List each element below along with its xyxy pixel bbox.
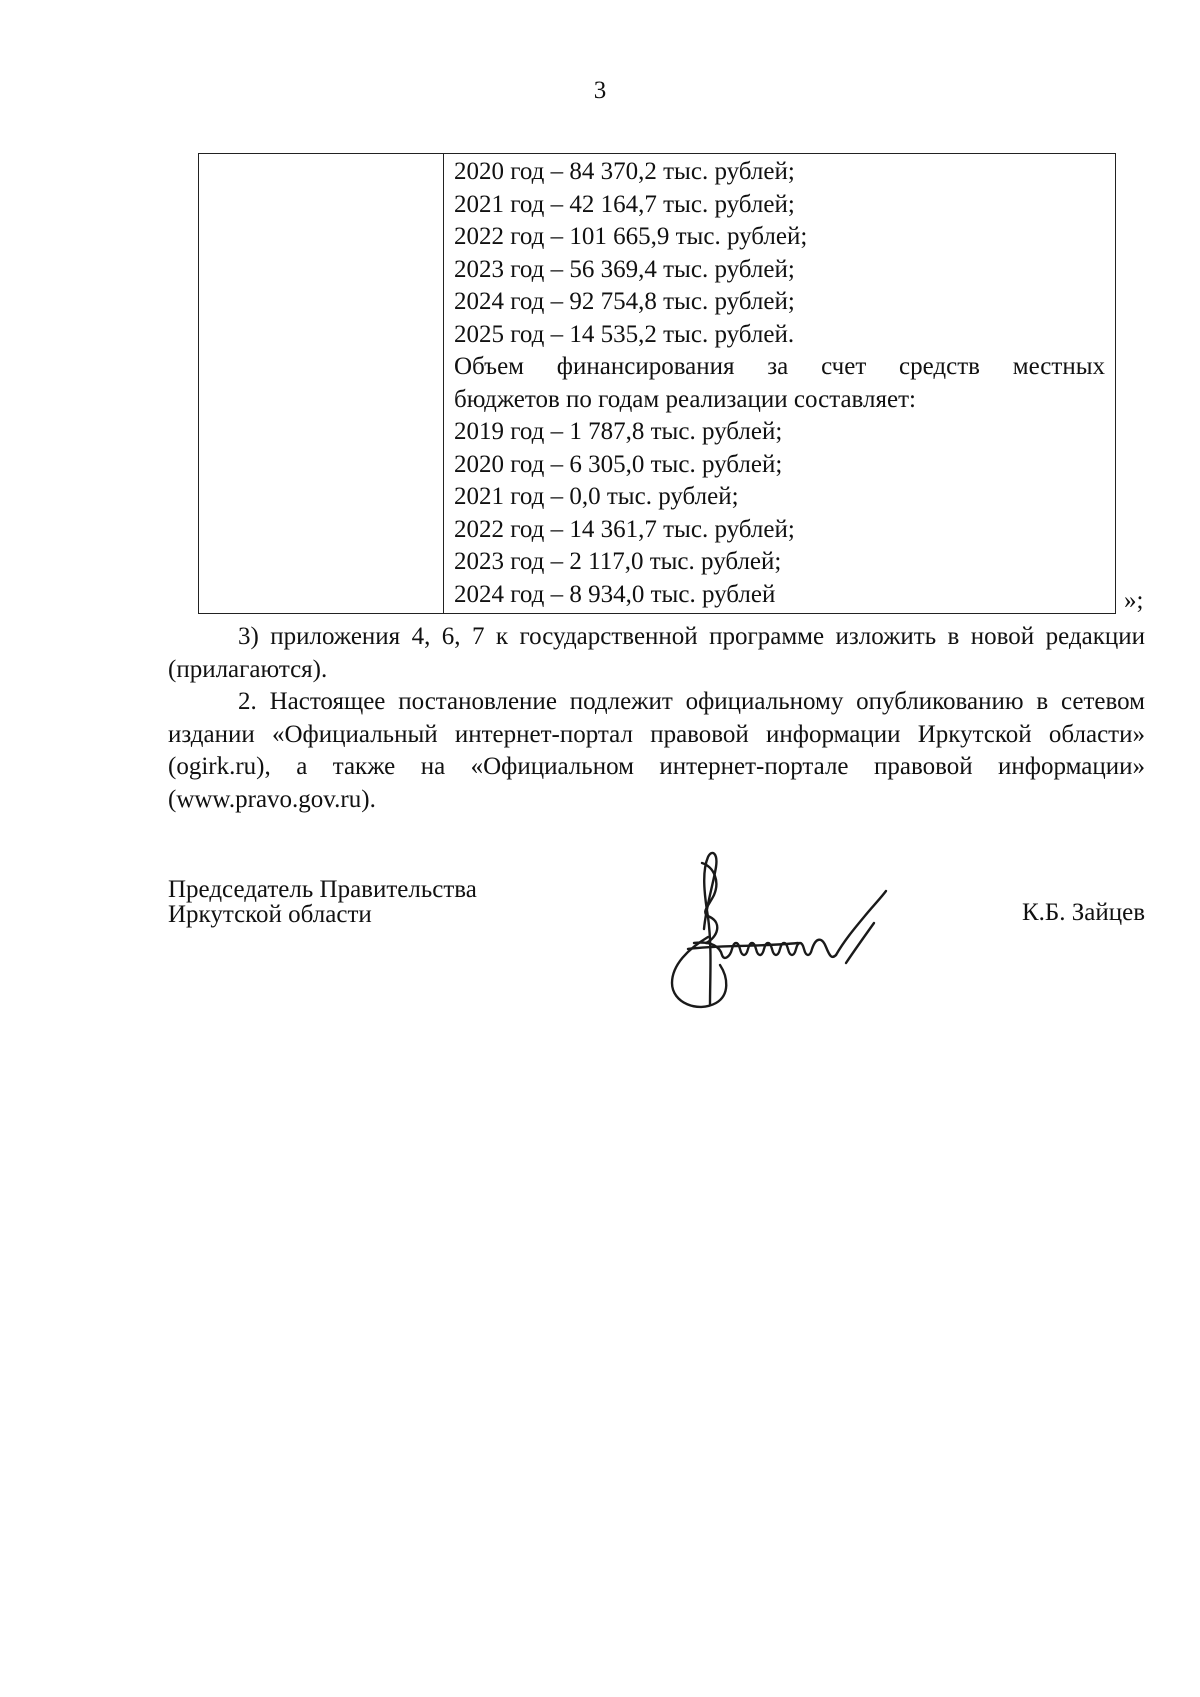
handwritten-signature [658,837,958,1017]
financing-line: 2021 год – 42 164,7 тыс. рублей; [454,190,795,218]
financing-line: 2024 год – 8 934,0 тыс. рублей [454,580,776,608]
financing-line: 2022 год – 101 665,9 тыс. рублей; [454,223,808,250]
paragraph-publication: 2. Настоящее постановление подлежит официальному опубликованию в сетевом издании «Официальный интернет-портал правовой информации Иркутской области» (ogirk.ru), а также на «Официальном интернет-портале правовой информации» (www.pravo.gov.ru). [168,688,1145,813]
financing-line: 2019 год – 1 787,8 тыс. рублей; [454,418,783,445]
page-number: 3 [593,77,607,104]
signature-block [168,877,1145,1017]
financing-line: 2020 год – 84 370,2 тыс. рублей; [454,158,795,185]
signer-title-line: Иркутской области [168,901,372,928]
financing-table [198,153,1116,614]
financing-line: 2022 год – 14 361,7 тыс. рублей; [454,515,795,543]
signer-title-line: Председатель Правительства [168,876,477,903]
body-text [168,621,1145,816]
closing-quote: »; [1124,587,1144,614]
table-cell-label [199,154,444,614]
signer-name: К.Б. Зайцев [1021,899,1145,926]
financing-line: 2023 год – 56 369,4 тыс. рублей; [454,255,795,283]
financing-table-container [198,153,1116,614]
signer-title [168,877,477,927]
financing-line: 2025 год – 14 535,2 тыс. рублей. [454,320,795,348]
table-row [199,154,1116,614]
table-cell-values [444,154,1116,614]
financing-line: 2023 год – 2 117,0 тыс. рублей; [454,548,782,575]
financing-line: 2021 год – 0,0 тыс. рублей; [454,483,739,510]
paragraph-appendices: 3) приложения 4, 6, 7 к государственной программе изложить в новой редакции (прилагаются). [168,623,1145,683]
financing-line: 2024 год – 92 754,8 тыс. рублей; [454,288,795,315]
financing-line: Объем финансирования за счет средств местных [454,353,1105,380]
financing-line: бюджетов по годам реализации составляет: [454,385,916,413]
financing-line: 2020 год – 6 305,0 тыс. рублей; [454,450,783,478]
